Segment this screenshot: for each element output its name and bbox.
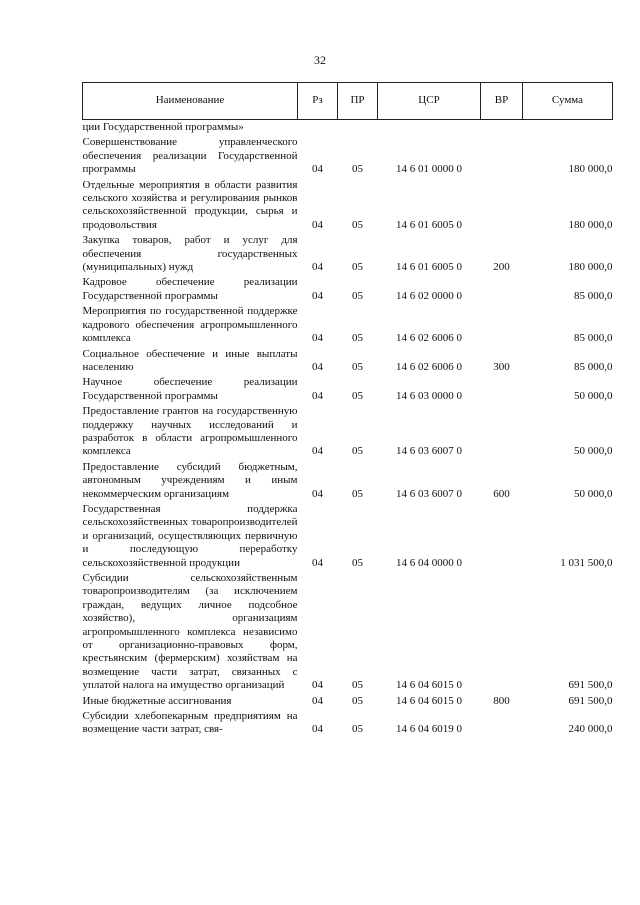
- row-vr: 300: [493, 360, 510, 373]
- header-pr: ПР: [338, 83, 378, 120]
- row-sum: [523, 120, 613, 136]
- row-csr: 14 6 03 6007 0: [396, 487, 462, 500]
- row-pr: 05: [352, 694, 363, 707]
- table-row: [83, 571, 613, 694]
- row-name: Предоставление субсидий бюджетным, автономным учреждениям и иным некоммерческим организациям: [82, 460, 298, 500]
- row-pr: 05: [352, 445, 363, 458]
- row-name: Мероприятия по государственной поддержке кадрового обеспечения агропромышленного комплекса: [82, 305, 298, 345]
- row-rz: 04: [312, 694, 323, 707]
- row-sum: 180 000,0: [568, 218, 613, 231]
- header-rz: Рз: [298, 83, 338, 120]
- row-csr: 14 6 03 0000 0: [396, 389, 462, 402]
- page-number: 32: [314, 53, 326, 67]
- row-rz: [298, 120, 338, 136]
- row-rz: 04: [312, 289, 323, 302]
- row-name: Субсидии хлебопекарным предприятиям на возмещение части затрат, свя-: [82, 710, 298, 736]
- row-name: Иные бюджетные ассигнования: [82, 694, 232, 707]
- table-row: [83, 233, 613, 275]
- row-csr: 14 6 03 6007 0: [396, 445, 462, 458]
- table-row: [83, 135, 613, 177]
- row-pr: [338, 120, 378, 136]
- row-pr: 05: [352, 360, 363, 373]
- row-pr: 05: [352, 261, 363, 274]
- row-pr: 05: [352, 218, 363, 231]
- row-name: ции Государственной программы»: [82, 121, 244, 133]
- row-pr: 05: [352, 723, 363, 736]
- row-vr: [481, 135, 523, 177]
- table-row: [83, 178, 613, 234]
- row-csr: 14 6 02 6006 0: [396, 332, 462, 345]
- row-vr: [481, 120, 523, 136]
- table-row: [83, 460, 613, 502]
- table-row: [83, 694, 613, 709]
- row-pr: 05: [352, 487, 363, 500]
- row-name: Совершенствование управленческого обеспечения реализации Государственной программы: [82, 136, 298, 176]
- row-name: Закупка товаров, работ и услуг для обеспечения государственных (муниципальных) нужд: [82, 234, 298, 274]
- row-rz: 04: [312, 445, 323, 458]
- row-vr: [481, 571, 523, 694]
- table-row: [83, 347, 613, 376]
- budget-table: [82, 82, 613, 738]
- table-row: [83, 502, 613, 571]
- row-csr: 14 6 04 6015 0: [396, 679, 462, 692]
- row-vr: [481, 304, 523, 346]
- table-row: [83, 375, 613, 404]
- row-pr: 05: [352, 332, 363, 345]
- row-vr: 200: [493, 261, 510, 274]
- row-rz: 04: [312, 332, 323, 345]
- header-csr: ЦСР: [378, 83, 481, 120]
- row-pr: 05: [352, 289, 363, 302]
- table-row: [83, 404, 613, 460]
- row-name: Государственная поддержка сельскохозяйственных товаропроизводителей и организаций, осуществляющих первичную и последующую переработку сельскохозяйственной продукции: [82, 502, 298, 569]
- row-csr: 14 6 04 6019 0: [396, 723, 462, 736]
- row-name: Научное обеспечение реализации Государственной программы: [82, 376, 298, 402]
- row-sum: 180 000,0: [568, 163, 613, 176]
- table-row: [83, 275, 613, 304]
- row-sum: 85 000,0: [574, 332, 613, 345]
- row-vr: [481, 502, 523, 571]
- row-rz: 04: [312, 556, 323, 569]
- row-sum: 180 000,0: [568, 261, 613, 274]
- row-vr: [481, 375, 523, 404]
- row-rz: 04: [312, 389, 323, 402]
- row-sum: 691 500,0: [568, 694, 613, 707]
- table-row: [83, 120, 613, 136]
- row-csr: 14 6 01 6005 0: [396, 218, 462, 231]
- row-csr: 14 6 01 6005 0: [396, 261, 462, 274]
- row-sum: 240 000,0: [568, 723, 613, 736]
- row-csr: 14 6 02 6006 0: [396, 360, 462, 373]
- row-name: Отдельные мероприятия в области развития сельского хозяйства и регулирования рынков сельскохозяйственной продукции, сырья и продовольствия: [82, 178, 298, 231]
- row-csr: 14 6 04 0000 0: [396, 556, 462, 569]
- row-pr: 05: [352, 679, 363, 692]
- row-rz: 04: [312, 723, 323, 736]
- row-name: Кадровое обеспечение реализации Государственной программы: [82, 276, 298, 302]
- row-rz: 04: [312, 679, 323, 692]
- row-sum: 691 500,0: [568, 679, 613, 692]
- row-sum: 50 000,0: [574, 487, 613, 500]
- table-row: [83, 709, 613, 738]
- table-row: [83, 304, 613, 346]
- row-sum: 50 000,0: [574, 389, 613, 402]
- row-vr: 600: [493, 487, 510, 500]
- header-name: Наименование: [83, 83, 298, 120]
- row-rz: 04: [312, 261, 323, 274]
- row-vr: [481, 709, 523, 738]
- row-csr: 14 6 02 0000 0: [396, 289, 462, 302]
- row-vr: [481, 275, 523, 304]
- row-sum: 50 000,0: [574, 445, 613, 458]
- row-pr: 05: [352, 556, 363, 569]
- row-rz: 04: [312, 218, 323, 231]
- row-sum: 1 031 500,0: [560, 556, 613, 569]
- row-rz: 04: [312, 163, 323, 176]
- row-pr: 05: [352, 389, 363, 402]
- row-name: Социальное обеспечение и иные выплаты населению: [82, 347, 298, 373]
- row-name: Субсидии сельскохозяйственным товаропроизводителям (за исключением граждан, ведущих личное подсобное хозяйство), организациям агропромышленного комплекса независимо от организационно-правовых форм, крестьянским (фермерским) хозяйствам на возмещение части затрат, связанных с уплатой налога на имущество организаций: [82, 572, 298, 692]
- header-vr: ВР: [481, 83, 523, 120]
- row-rz: 04: [312, 487, 323, 500]
- row-csr: [378, 120, 481, 136]
- row-csr: 14 6 04 6015 0: [396, 694, 462, 707]
- row-pr: 05: [352, 163, 363, 176]
- header-sum: Сумма: [523, 83, 613, 120]
- row-name: Предоставление грантов на государственную поддержку научных исследований и разработок в области агропромышленного комплекса: [82, 405, 298, 458]
- row-csr: 14 6 01 0000 0: [396, 163, 462, 176]
- table-body: [83, 120, 613, 738]
- row-sum: 85 000,0: [574, 289, 613, 302]
- row-vr: 800: [493, 694, 510, 707]
- table-header-row: [83, 83, 613, 120]
- row-rz: 04: [312, 360, 323, 373]
- row-vr: [481, 178, 523, 234]
- row-sum: 85 000,0: [574, 360, 613, 373]
- row-vr: [481, 404, 523, 460]
